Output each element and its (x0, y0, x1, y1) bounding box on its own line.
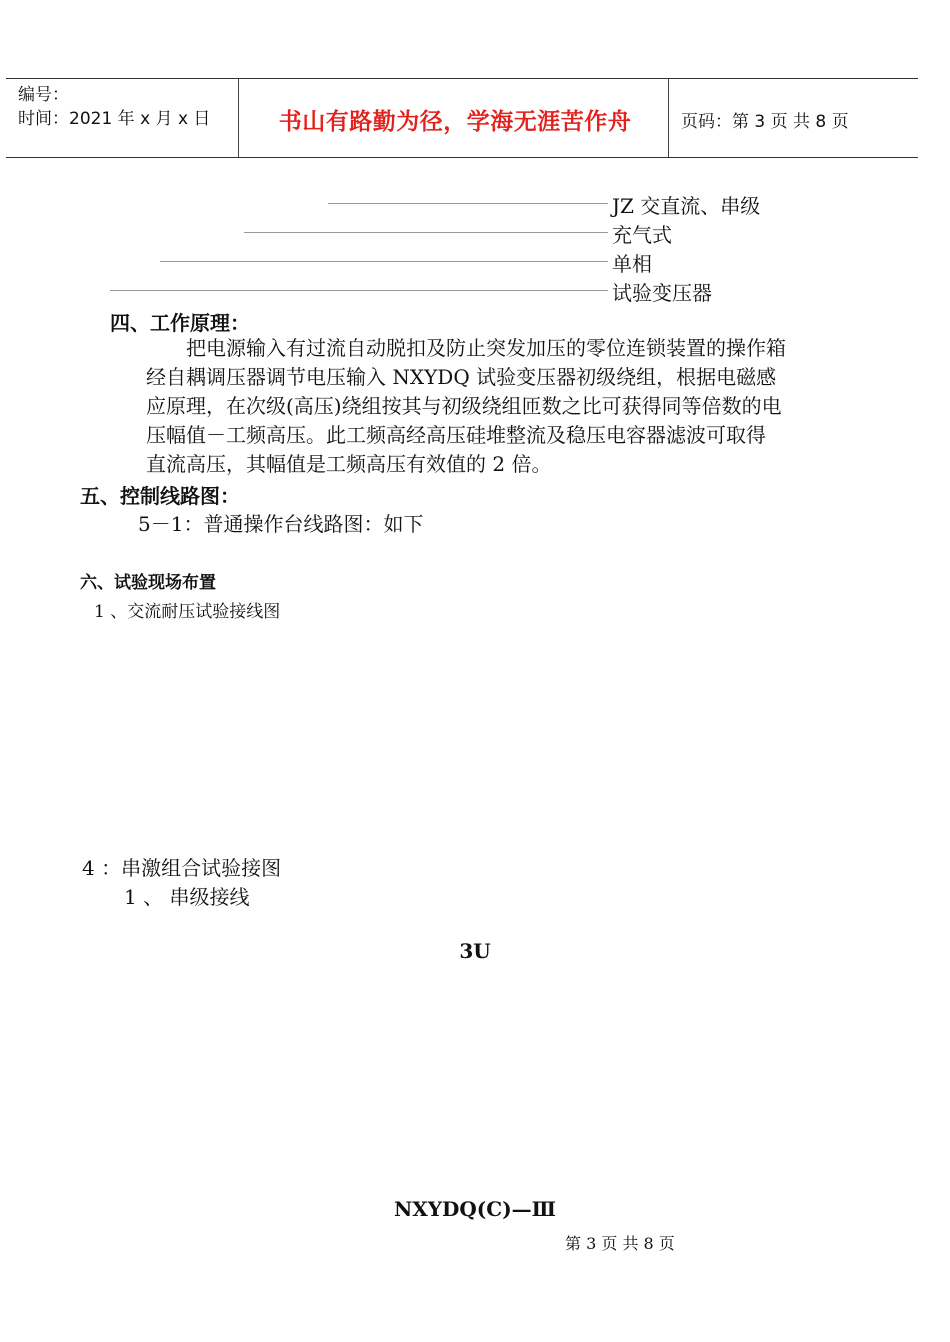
paragraph-line: 把电源输入有过流自动脱扣及防止突发加压的零位连锁装置的操作箱 (186, 336, 786, 360)
model-label-jz: JZ 交直流、串级 (612, 194, 761, 218)
diagram-label-model: NXYDQ(C)—Ⅲ (393, 1197, 557, 1221)
series-section-item: 1 、 串级接线 (124, 885, 250, 909)
header-divider (238, 79, 239, 157)
header-left-cell (18, 83, 210, 131)
section-5-title: 五、控制线路图： (80, 484, 240, 508)
model-label-transformer: 试验变压器 (612, 281, 712, 305)
page-header (6, 78, 918, 158)
series-section-title: 4 ：串激组合试验接图 (82, 856, 282, 880)
document-number-label: 编号： (18, 85, 69, 105)
paragraph-line: 压幅值－工频高压。此工频高经高压硅堆整流及稳压电容器滤波可取得 (146, 423, 766, 447)
paragraph-line: 直流高压，其幅值是工频高压有效值的 2 倍。 (146, 452, 552, 476)
section-6-item: 1 、交流耐压试验接线图 (94, 602, 281, 622)
section-4-paragraph (146, 334, 846, 479)
paragraph-line: 应原理，在次级(高压)绕组按其与初级绕组匝数之比可获得同等倍数的电 (146, 394, 782, 418)
section-6-title: 六、试验现场布置 (80, 573, 216, 593)
section-4-title: 四、工作原理： (110, 311, 250, 335)
page-footer: 第 3 页 共 8 页 (565, 1234, 675, 1253)
leader-line (160, 261, 608, 262)
model-label-gas: 充气式 (612, 223, 672, 247)
diagram-label-3u: 3U (459, 939, 491, 963)
header-divider (668, 79, 669, 157)
document-date: 时间：2021 年 x 月 x 日 (18, 109, 211, 129)
header-page-info: 页码：第 3 页 共 8 页 (681, 112, 849, 132)
section-5-item: 5－1：普通操作台线路图：如下 (138, 512, 424, 536)
leader-line (244, 232, 608, 233)
header-motto: 书山有路勤为径，学海无涯苦作舟 (278, 109, 632, 135)
leader-line (328, 203, 608, 204)
model-label-single-phase: 单相 (612, 252, 652, 276)
leader-line (110, 290, 608, 291)
paragraph-line: 经自耦调压器调节电压输入 NXYDQ 试验变压器初级绕组，根据电磁感 (146, 365, 777, 389)
